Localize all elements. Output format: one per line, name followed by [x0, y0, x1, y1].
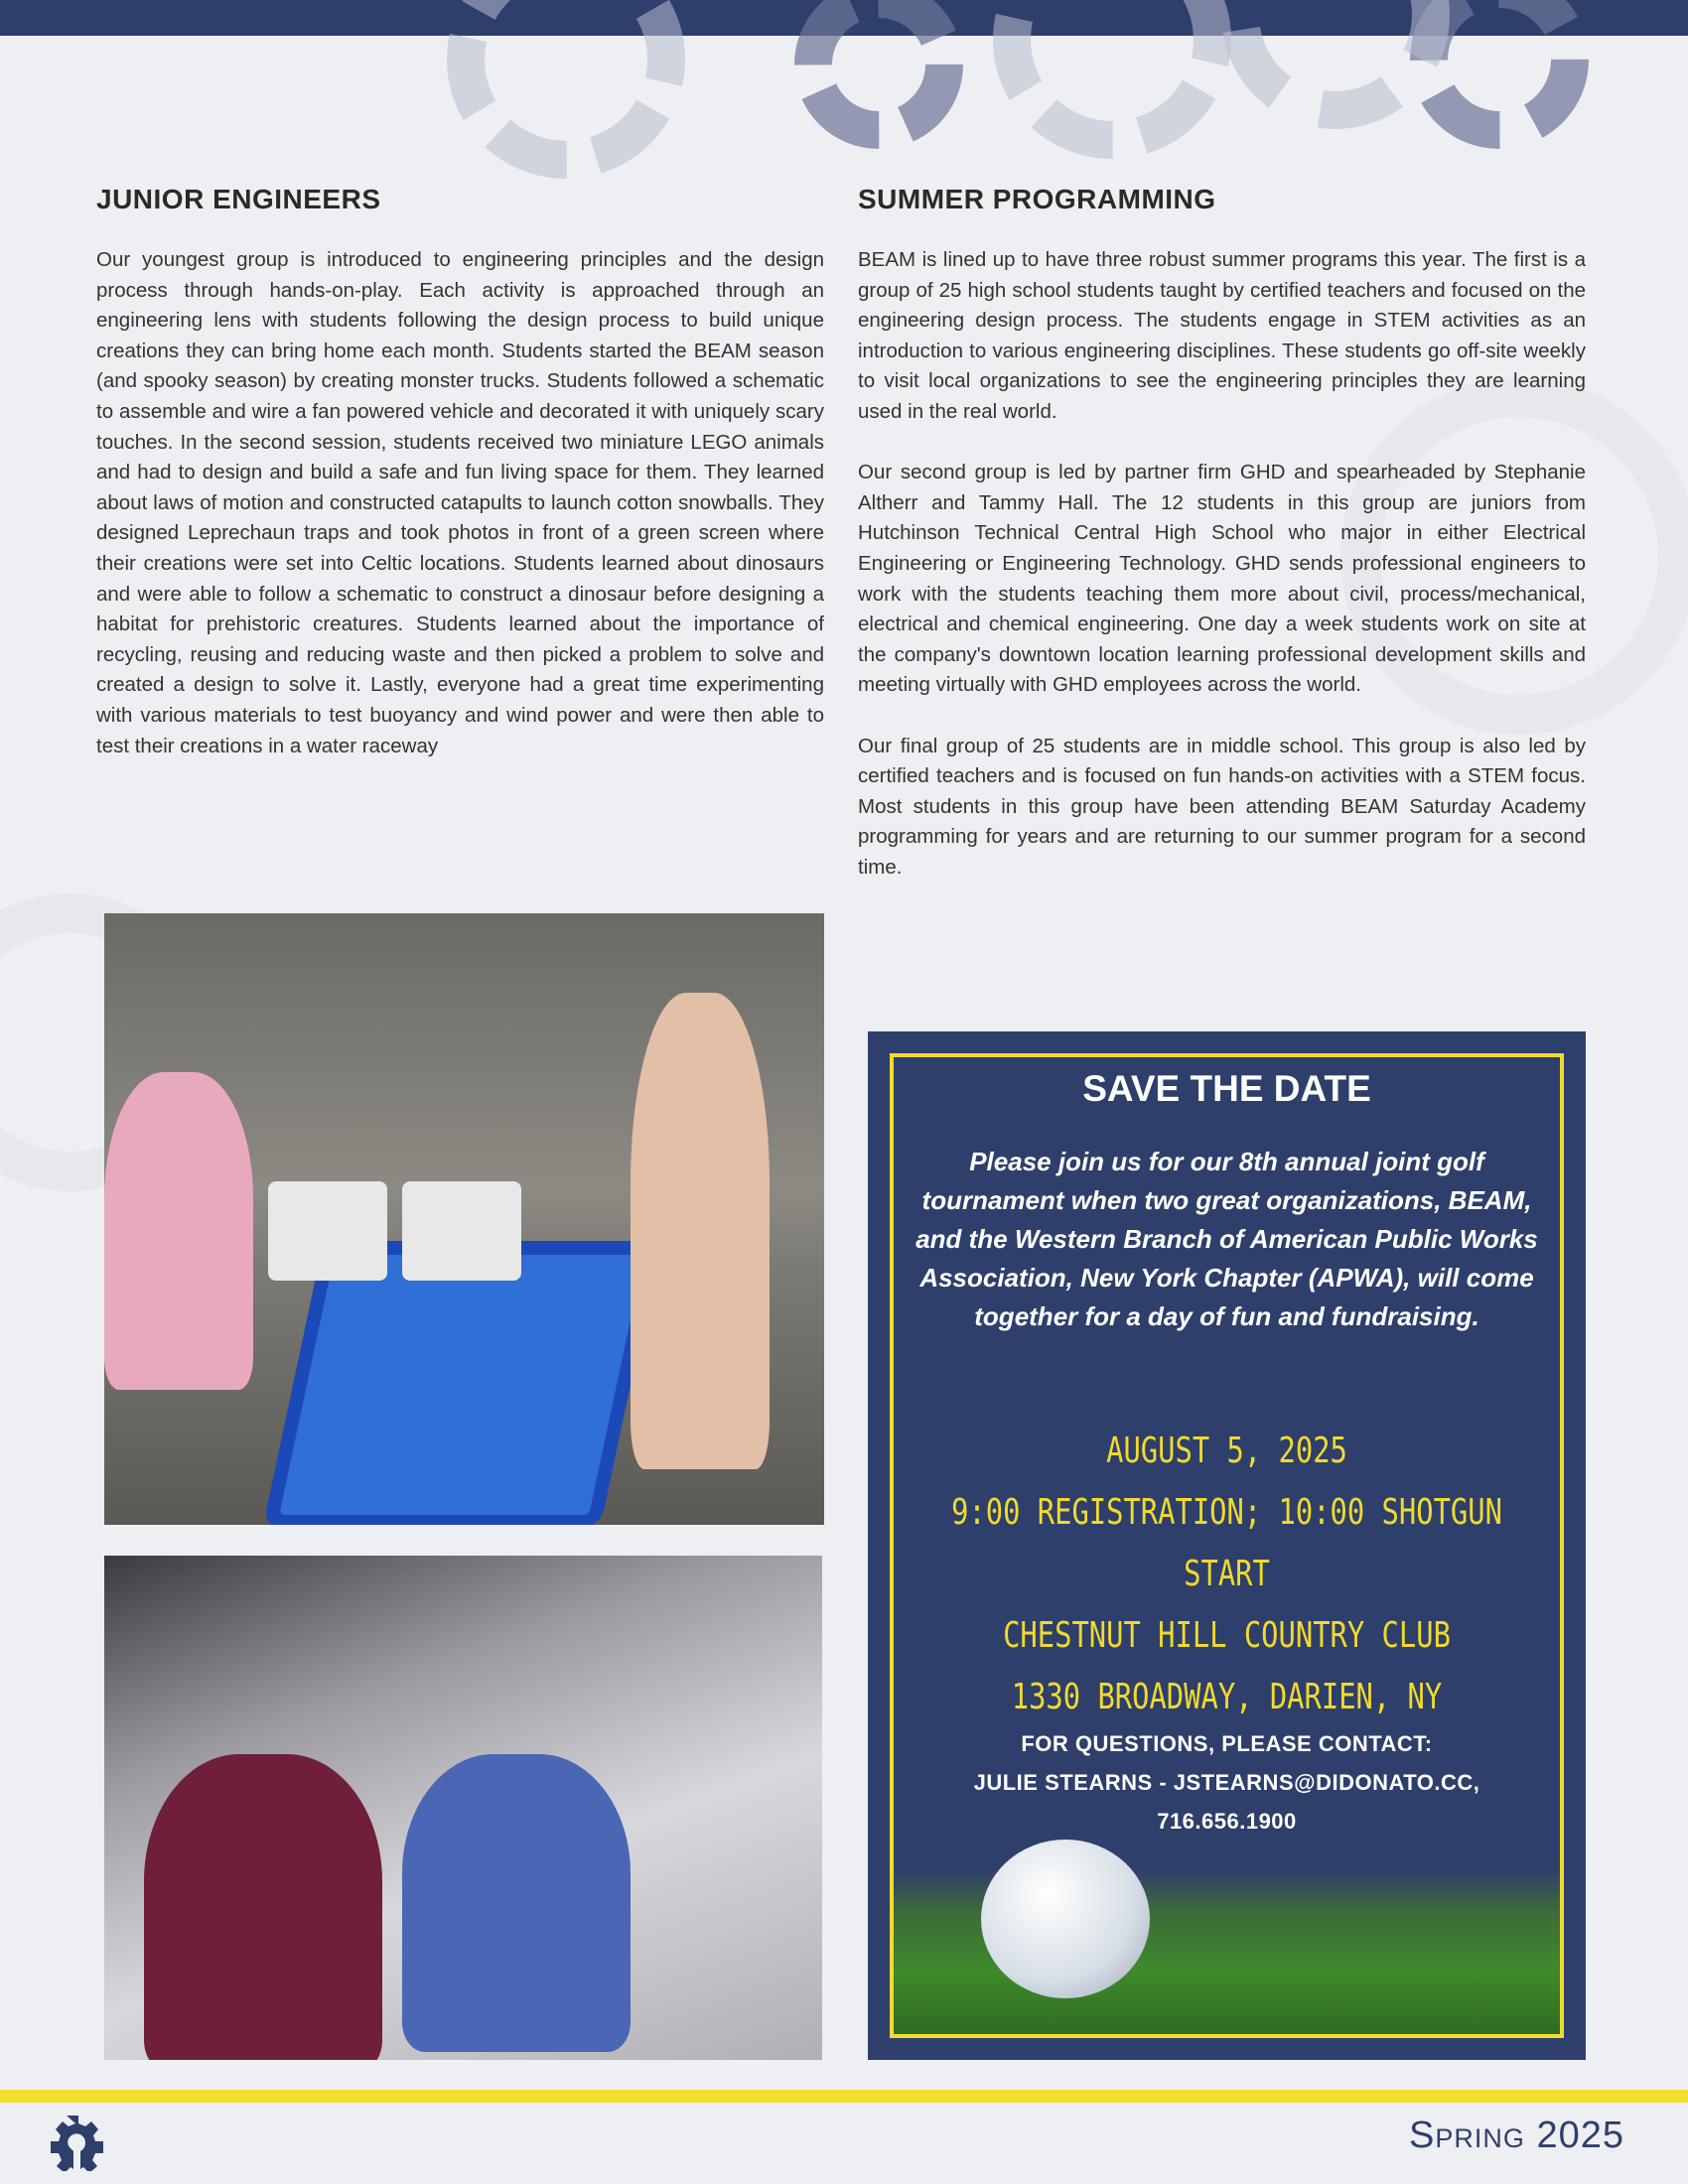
- fan: [268, 1181, 387, 1281]
- footer-divider: [0, 2090, 1688, 2103]
- gear-icon: [794, 0, 963, 149]
- body-text: Our final group of 25 students are in middle school. This group is also led by certified teachers and is focused on fun hands-on activities with a STEM focus. Most students in this group have been attending BEAM Saturday Academy programming for years and are returning to our summer program for a second time.: [858, 734, 1586, 879]
- photo-water-raceway: [104, 913, 824, 1525]
- child-figure: [402, 1754, 631, 2052]
- summer-programming-section: [858, 184, 1586, 913]
- photo-students-smiling: [104, 1556, 822, 2060]
- body-text: Our second group is led by partner firm GHD and spearheaded by Stephanie Altherr and Tammy Hall. The 12 students in this group are juniors from Hutchinson Technical Central High School who major in either Electrical Engineering or Engineering Technology. GHD sends professional engineers to work with the students teaching them more about civil, process/mechanical, electrical and chemical engineering. One day a week students work on site at the company's downtown location learning professional development skills and meeting virtually with GHD employees across the world.: [858, 461, 1586, 697]
- gear-icon: [993, 0, 1231, 159]
- body-text: BEAM is lined up to have three robust summer programs this year. The first is a group of 25 high school students taught by certified teachers and focused on the engineering design process. The students engage in STEM activities as an introduction to various engineering disciplines. These students go off-site weekly to visit local organizations to see the engineering principles they are learning used in the real world.: [858, 248, 1586, 423]
- child-figure: [104, 1072, 253, 1390]
- gear-icon: [447, 0, 685, 179]
- issue-season: Spring 2025: [1409, 2115, 1624, 2156]
- child-figure: [631, 993, 770, 1469]
- junior-engineers-section: [96, 184, 824, 792]
- body-text: Our youngest group is introduced to engineering principles and the design process through hands-on-play. Each activity is approached through an engineering lens with students following the design process to build unique creations they can bring home each month. Students started the BEAM season (and spooky season) by creating monster trucks. Students followed a schematic to assemble and wire a fan powered vehicle and decorated it with uniquely scary touches. In the second session, students received two miniature LEGO animals and had to design and build a safe and fun living space for them. They learned about laws of motion and constructed catapults to launch cotton snowballs. They designed Leprechaun traps and took photos in front of a green screen where their creations were set into Celtic locations. Students learned about dinosaurs and were able to follow a schematic to construct a dinosaur before designing a habitat for prehistoric creatures. Students learned about the importance of recycling, reusing and reducing waste and then picked a problem to solve and created a design to solve it. Lastly, everyone had a great time experimenting with various materials to test buoyancy and wind power and were then able to test their creations in a water raceway: [96, 248, 824, 757]
- invite-text: Please join us for our 8th annual joint golf tournament when two great organizations, BEAM, and the Western Branch of American Public Works Association, New York Chapter (APWA), will come together for a day of fun and fundraising.: [915, 1147, 1538, 1331]
- section-heading: SUMMER PROGRAMMING: [858, 184, 1216, 214]
- section-heading: JUNIOR ENGINEERS: [96, 184, 381, 214]
- inflatable-pool: [262, 1241, 661, 1525]
- event-address: 1330 BROADWAY, DARIEN, NY: [1011, 1677, 1443, 1717]
- contact-info: [868, 1724, 1586, 1841]
- contact-phone[interactable]: 716.656.1900: [1157, 1809, 1297, 1834]
- contact-email[interactable]: JULIE STEARNS - JSTEARNS@DIDONATO.CC,: [973, 1770, 1480, 1795]
- event-time: 9:00 REGISTRATION; 10:00 SHOTGUN START: [951, 1492, 1502, 1594]
- child-figure: [144, 1754, 382, 2060]
- gear-icon: [1221, 0, 1450, 129]
- save-the-date-box: [868, 1031, 1586, 2060]
- event-date: AUGUST 5, 2025: [1106, 1431, 1347, 1471]
- beam-gear-logo-icon: [40, 2112, 105, 2171]
- event-venue: CHESTNUT HILL COUNTRY CLUB: [1003, 1615, 1451, 1656]
- contact-label: FOR QUESTIONS, PLEASE CONTACT:: [1021, 1731, 1433, 1756]
- fan: [402, 1181, 521, 1281]
- event-details: [939, 1421, 1513, 1728]
- save-the-date-title: SAVE THE DATE: [1082, 1068, 1371, 1109]
